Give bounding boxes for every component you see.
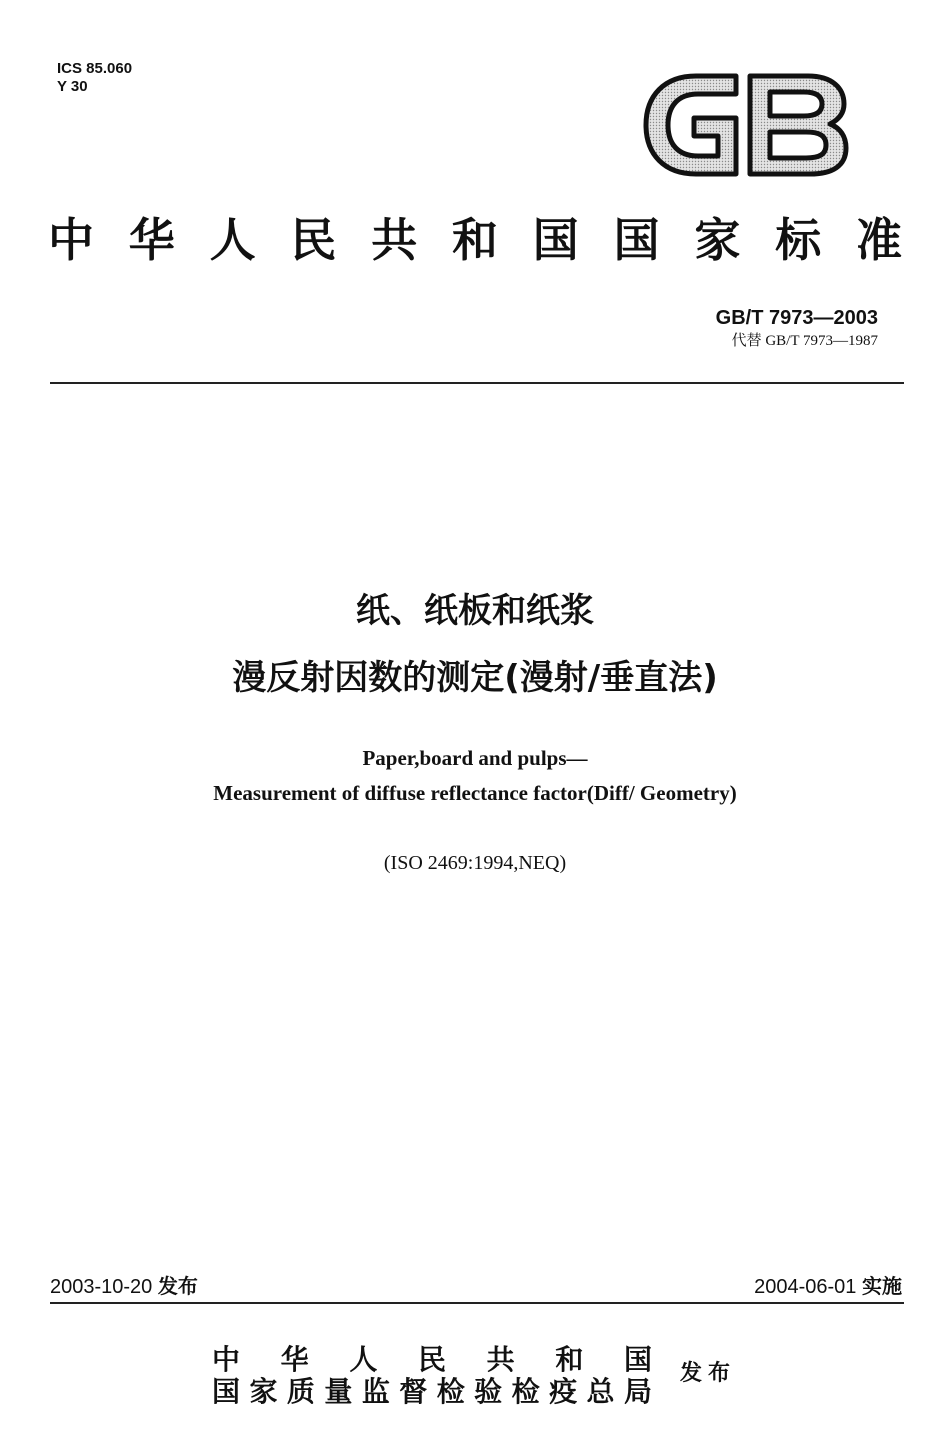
document-title-cn-line1: 纸、纸板和纸浆 [356,591,594,631]
issuer-line2: 国家质量监督检验检疫总局 [212,1375,652,1408]
issue-date-block [50,1273,198,1300]
gb-logo [640,70,852,180]
national-standard-title: 中华人民共和国国家标准 [48,213,908,267]
implementation-label: 实施 [862,1274,902,1298]
standard-code: GB/T 7973—2003 [715,307,878,329]
logo-letter-b [750,76,846,174]
document-title-en-line1: Paper,board and pulps— [362,746,588,770]
iso-reference: (ISO 2469:1994,NEQ) [383,852,567,874]
standard-code-block [716,306,878,350]
header-divider [50,382,904,384]
ics-code: ICS 85.060 [57,60,133,77]
replaces-code: 代替 GB/T 7973—1987 [731,333,878,349]
publish-label: 发布 [680,1361,737,1386]
issue-date: 2003-10-20 [50,1276,153,1298]
classification-codes [57,60,132,96]
issuing-authority [212,1344,652,1408]
footer-divider [50,1302,904,1304]
category-code: Y 30 [57,78,88,95]
document-title-cn-line2: 漫反射因数的测定(漫射/垂直法) [232,658,718,698]
logo-letter-g [646,76,736,174]
issuer-line1: 中华人民共和国 [212,1343,652,1376]
document-title-en-line2: Measurement of diffuse reflectance factor(Diff/ Geometry) [213,781,737,805]
issue-label: 发布 [157,1274,198,1298]
implementation-date: 2004-06-01 [754,1276,857,1298]
implementation-date-block [754,1273,902,1300]
